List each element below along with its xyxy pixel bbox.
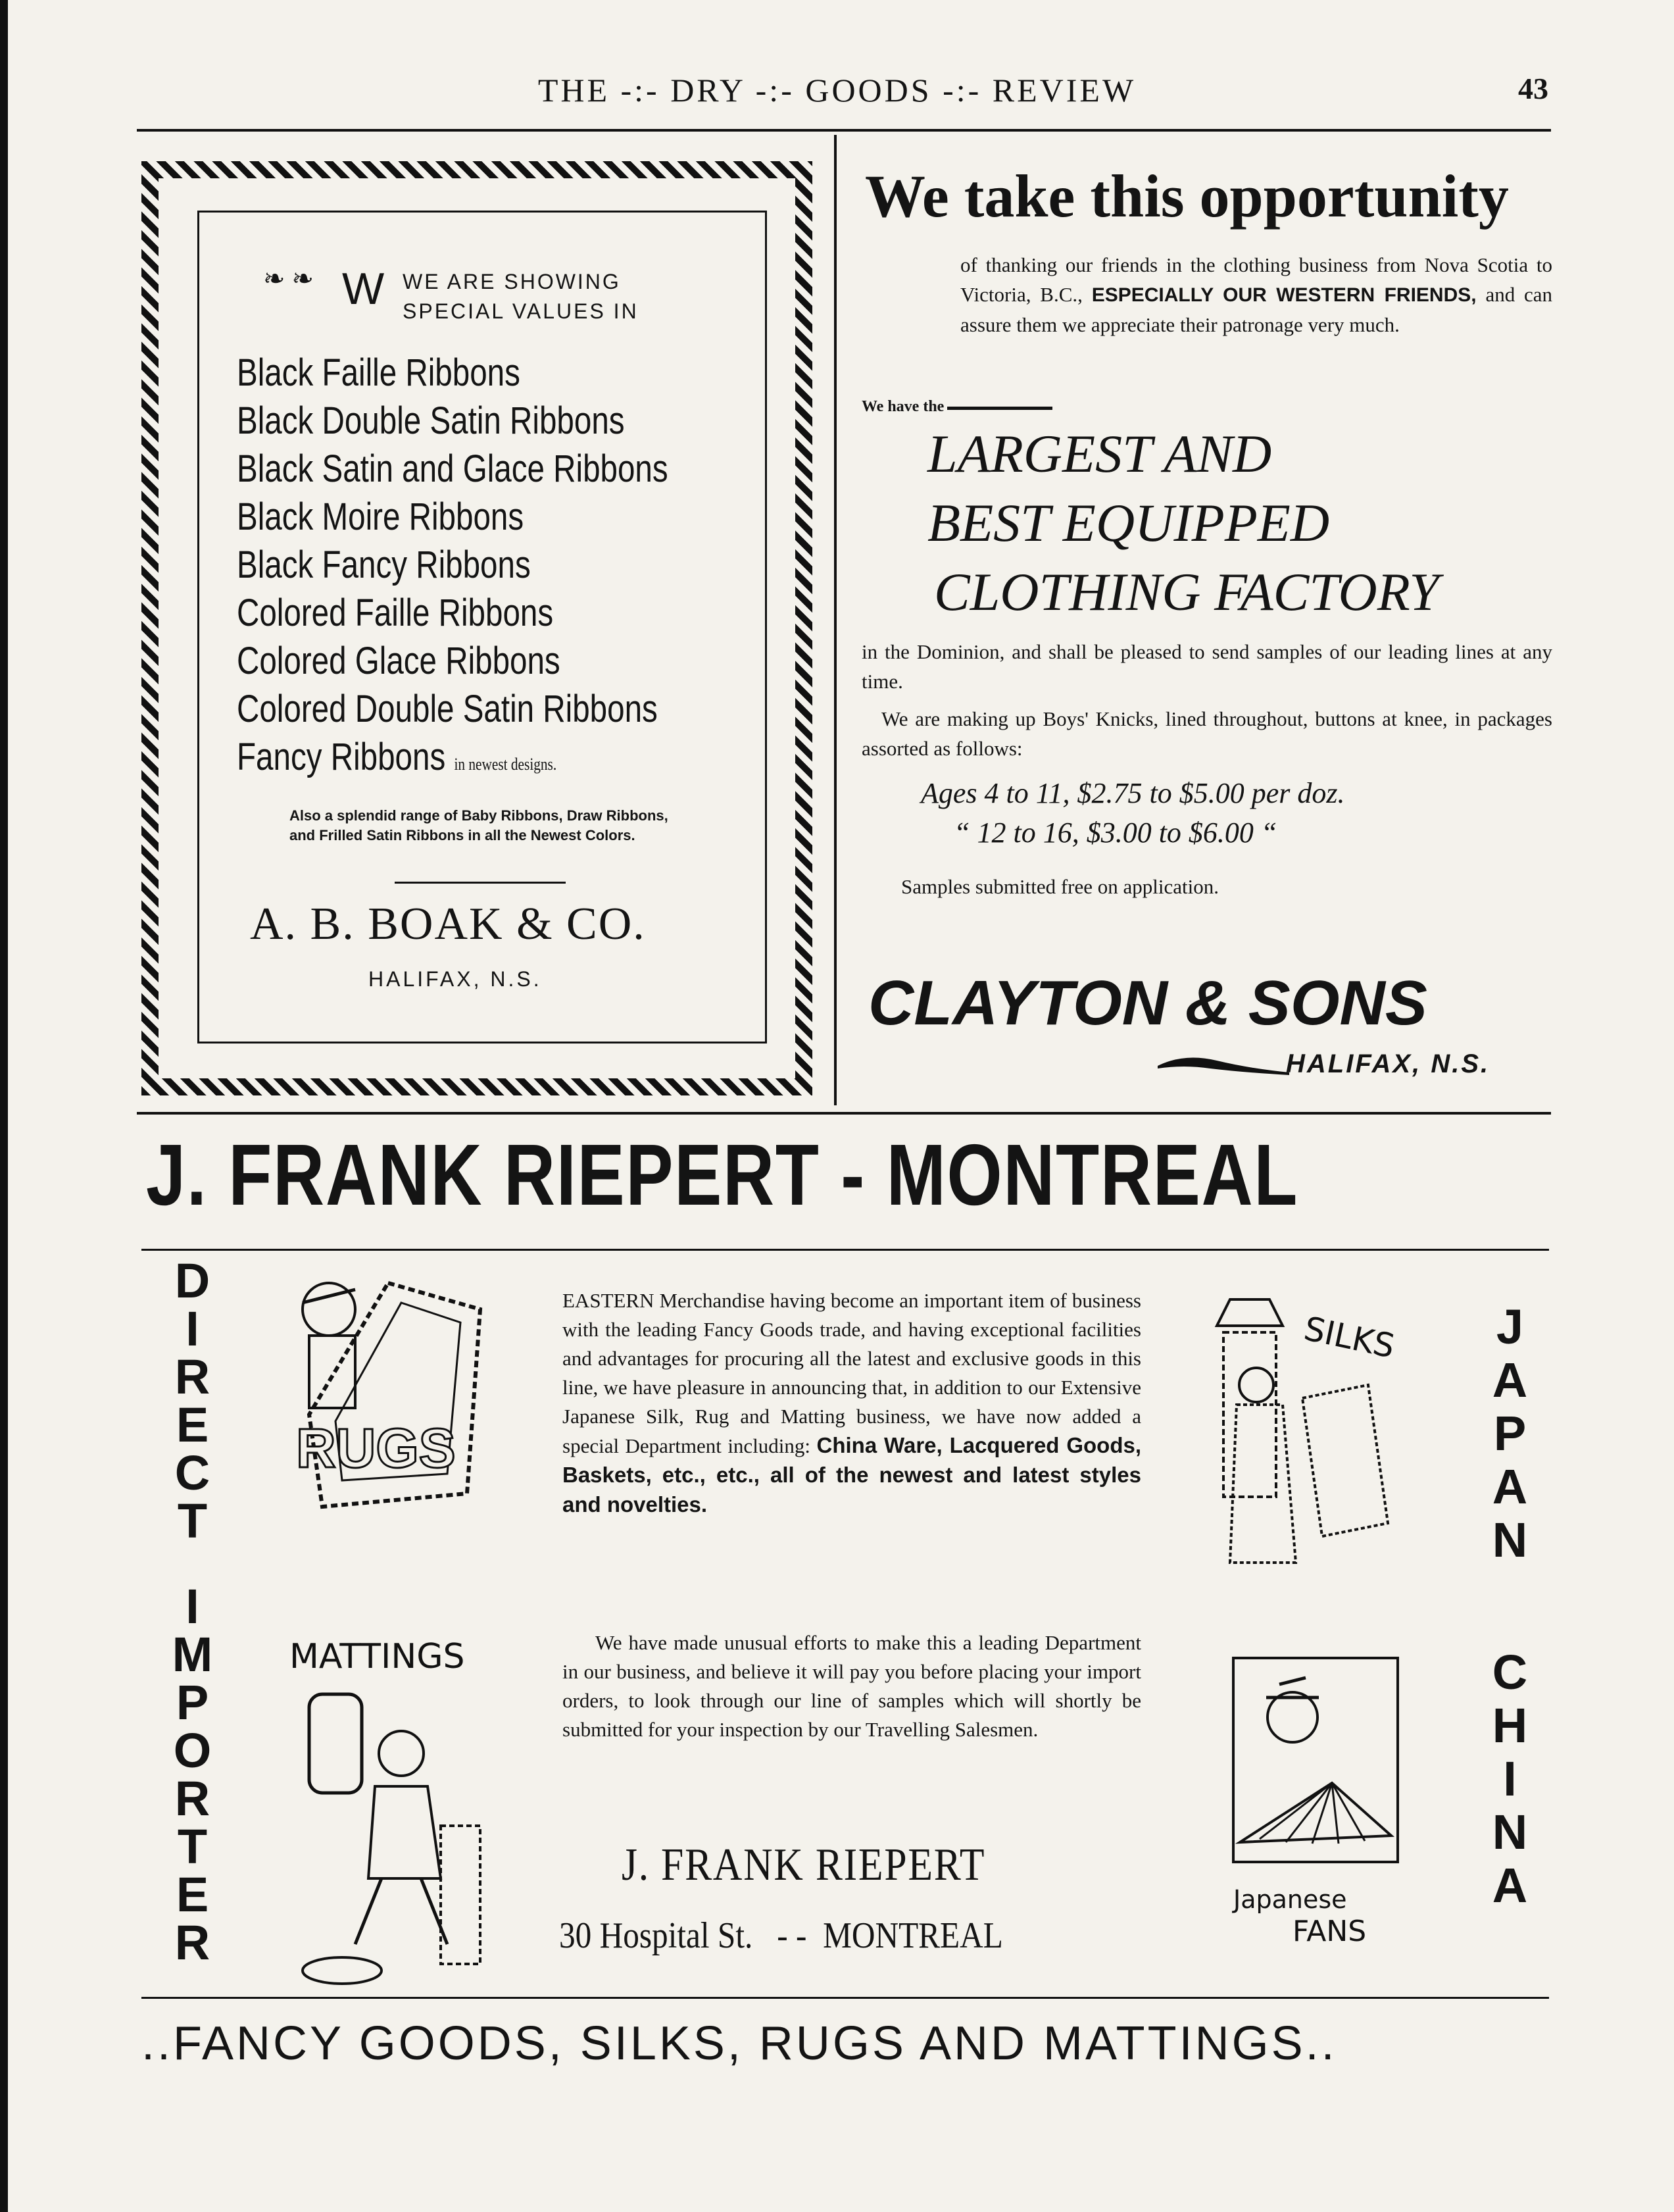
importer-vertical bbox=[166, 1579, 218, 1963]
mattings-illustration bbox=[283, 1628, 506, 1997]
boak-divider bbox=[395, 882, 566, 884]
section-rule bbox=[137, 1112, 1551, 1115]
ribbon-item: Colored Double Satin Ribbons bbox=[237, 688, 658, 730]
column-divider bbox=[834, 135, 837, 1105]
clayton-we-have: We have the bbox=[862, 398, 945, 415]
clayton-price-line1: Ages 4 to 11, $2.75 to $5.00 per doz. bbox=[921, 777, 1345, 809]
silks-label: SILKS bbox=[1300, 1309, 1398, 1366]
rugs-illustration bbox=[283, 1270, 500, 1513]
page-number: 43 bbox=[1518, 72, 1548, 105]
ornament-icon: ❧ ❧ bbox=[263, 264, 314, 293]
mattings-label: MATTINGS bbox=[289, 1637, 465, 1676]
silks-illustration bbox=[1204, 1286, 1414, 1596]
page-edge bbox=[0, 0, 8, 2212]
china-label: CHINA bbox=[1483, 1645, 1537, 1911]
clayton-location: HALIFAX, N.S. bbox=[1286, 1049, 1490, 1078]
riepert-address: 30 Hospital St. - - MONTREAL bbox=[559, 1915, 1003, 1956]
importer-label: IMPORTER bbox=[165, 1579, 220, 1963]
riepert-paragraph-1: EASTERN Merchandise having become an important item of business with the leading Fancy Goods trade, and having exceptional facilities and advantages for procuring all the latest and exclusive goods in this line, we have pleasure in announcing that, in addition to our Extensive Japanese Silk, Rug and Matting business, we have now added a special Department including: China Ware, Lacquered Goods, Baskets, etc., etc., all of the newest and latest styles and novelties. bbox=[562, 1289, 1141, 1517]
ribbon-item: Black Moire Ribbons bbox=[237, 495, 524, 538]
clayton-thanks: of thanking our friends in the clothing business from Nova Scotia to Victoria, B.C., ESPECIALLY OUR WESTERN FRIENDS, and can assure them we appreciate their patronage very much. bbox=[960, 253, 1553, 336]
boak-intro-initial: W bbox=[342, 264, 385, 314]
boak-also-text: Also a splendid range of Baby Ribbons, Draw Ribbons, and Frilled Satin Ribbons in all the Newest Colors. bbox=[289, 807, 668, 843]
boak-intro-line2: SPECIAL VALUES IN bbox=[403, 299, 639, 323]
ribbon-item: Colored Faille Ribbons bbox=[237, 591, 554, 634]
ribbon-item: Black Double Satin Ribbons bbox=[237, 399, 625, 442]
fans-label-1: Japanese bbox=[1233, 1885, 1347, 1914]
boak-ribbon-list bbox=[237, 349, 668, 788]
boak-company: A. B. BOAK & CO. bbox=[250, 899, 646, 949]
riepert-paragraph-2: We have made unusual efforts to make this a leading Department in our business, and believe it will pay you before placing your import orders, to look through our line of samples which will shortly be submitted for your inspection by our Travelling Salesmen. bbox=[562, 1631, 1141, 1741]
fancy-suffix: in newest designs. bbox=[454, 755, 557, 774]
fans-label-2: FANS bbox=[1292, 1915, 1367, 1948]
ribbon-item-fancy: Fancy Ribbons in newest designs. bbox=[237, 736, 557, 778]
clayton-price-line2: “ 12 to 16, $3.00 to $6.00 “ bbox=[954, 817, 1277, 849]
arrow-pointer-icon bbox=[947, 407, 1052, 410]
japan-vertical bbox=[1483, 1299, 1536, 1566]
japan-label: JAPAN bbox=[1483, 1299, 1537, 1566]
direct-vertical bbox=[166, 1253, 218, 1542]
clayton-knicks-text: We are making up Boys' Knicks, lined throughout, buttons at knee, in packages assorted as follows: bbox=[862, 707, 1552, 760]
riepert-bottom-rule bbox=[141, 1997, 1549, 1999]
riepert-signature: J. FRANK RIEPERT bbox=[622, 1840, 986, 1890]
riepert-top-rule bbox=[141, 1249, 1549, 1251]
ribbon-item: Black Fancy Ribbons bbox=[237, 543, 531, 586]
running-header: THE -:- DRY -:- GOODS -:- REVIEW bbox=[537, 72, 1137, 109]
clayton-company: CLAYTON & SONS bbox=[868, 968, 1427, 1038]
ribbon-item: Black Faille Ribbons bbox=[237, 351, 520, 394]
direct-label: DIRECT bbox=[165, 1253, 220, 1542]
swash-flourish-icon bbox=[1158, 1053, 1289, 1079]
rugs-label: RUGS bbox=[296, 1417, 456, 1479]
ribbon-item: Colored Glace Ribbons bbox=[237, 640, 560, 682]
clayton-big-line2: BEST EQUIPPED bbox=[927, 493, 1330, 553]
riepert-headline: J. FRANK RIEPERT - MONTREAL bbox=[146, 1126, 1299, 1223]
clayton-dominion-text: in the Dominion, and shall be pleased to send samples of our leading lines at any time. bbox=[862, 640, 1552, 693]
china-vertical bbox=[1483, 1645, 1536, 1911]
header-rule bbox=[137, 129, 1551, 132]
boak-intro-line1: WE ARE SHOWING bbox=[403, 270, 621, 293]
clayton-headline: We take this opportunity bbox=[865, 163, 1509, 230]
ribbon-item: Black Satin and Glace Ribbons bbox=[237, 447, 668, 490]
clayton-big-line1: LARGEST AND bbox=[927, 424, 1272, 484]
clayton-samples-text: Samples submitted free on application. bbox=[901, 875, 1219, 898]
fans-illustration bbox=[1220, 1651, 1424, 1954]
clayton-big-line3: CLOTHING FACTORY bbox=[934, 562, 1439, 622]
riepert-footer: ..FANCY GOODS, SILKS, RUGS AND MATTINGS.. bbox=[141, 2017, 1337, 2070]
boak-location: HALIFAX, N.S. bbox=[368, 967, 542, 991]
